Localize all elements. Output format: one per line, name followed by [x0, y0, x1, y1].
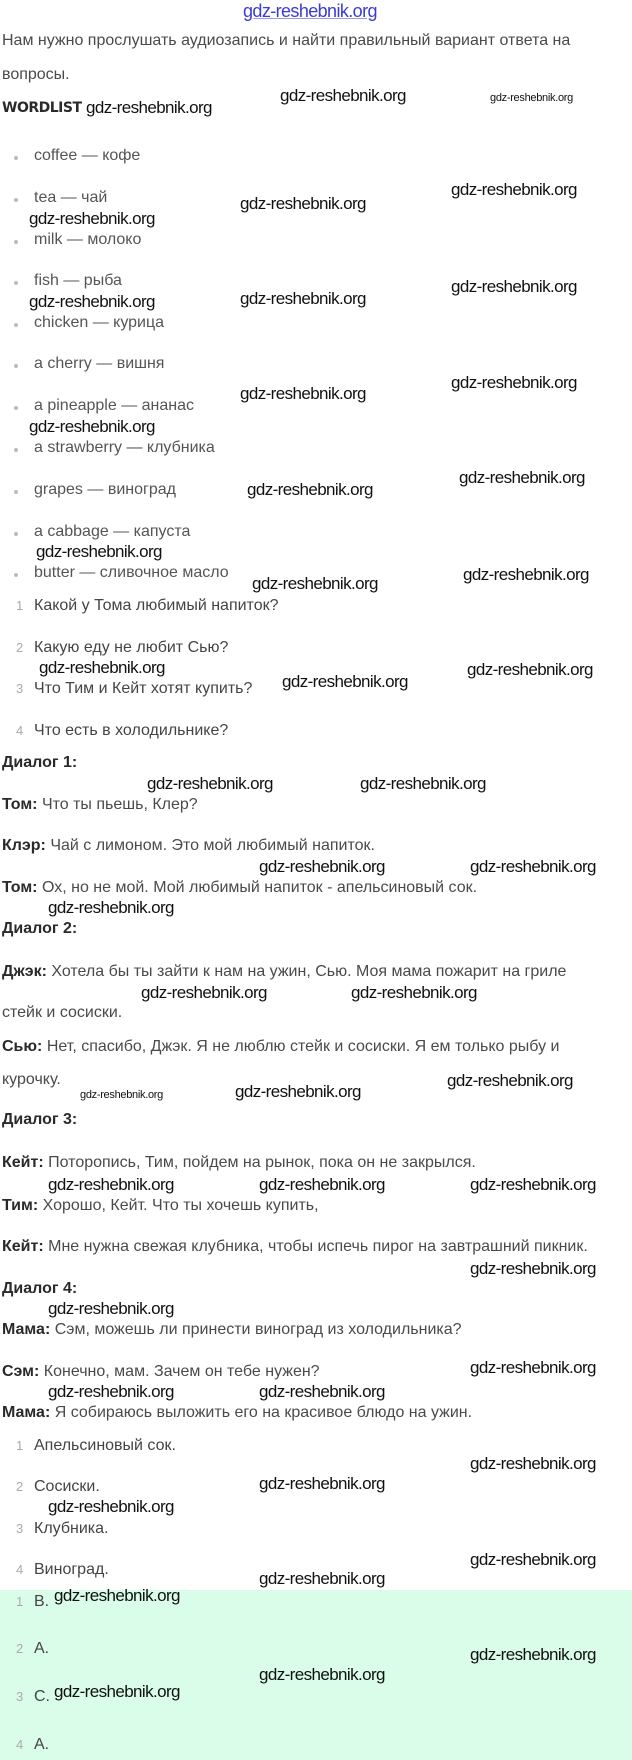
bullet-icon: [14, 364, 18, 368]
watermark: gdz-reshebnik.org: [240, 384, 366, 403]
watermark: gdz-reshebnik.org: [351, 983, 477, 1002]
watermark: gdz-reshebnik.org: [48, 1497, 174, 1516]
speaker: Сэм:: [2, 1363, 40, 1380]
key-answer: B.: [34, 1593, 50, 1610]
dialog-line: [2, 836, 375, 856]
intro-line-2: вопросы.: [2, 66, 70, 83]
bullet-icon: [14, 156, 18, 160]
key-answer: A.: [34, 1640, 50, 1657]
speaker: Джэк:: [2, 963, 47, 980]
watermark: gdz-reshebnik.org: [259, 1665, 385, 1684]
watermark: gdz-reshebnik.org: [282, 672, 408, 691]
dialog-title: Диалог 4:: [2, 1280, 78, 1297]
watermark: gdz-reshebnik.org: [490, 92, 573, 104]
dialog-line-cont: курочку.: [2, 1071, 61, 1088]
watermark: gdz-reshebnik.org: [240, 289, 366, 308]
watermark: gdz-reshebnik.org: [29, 292, 155, 311]
speech: Хотела бы ты зайти к нам на ужин, Сью. Моя мама пожарит на гриле: [46, 963, 567, 980]
bullet-icon: [14, 198, 18, 202]
speech: Чай с лимоном. Это мой любимый напиток.: [45, 837, 375, 854]
question: Какую еду не любит Сью?: [34, 639, 229, 656]
watermark: gdz-reshebnik.org: [259, 1474, 385, 1493]
watermark: gdz-reshebnik.org: [247, 480, 373, 499]
watermark: gdz-reshebnik.org: [259, 1382, 385, 1401]
watermark: gdz-reshebnik.org: [86, 98, 212, 117]
word-item: chicken — курица: [34, 314, 165, 331]
watermark: gdz-reshebnik.org: [48, 1175, 174, 1194]
answer-number: 1: [16, 1438, 24, 1453]
dialog-line: [2, 795, 198, 815]
bullet-icon: [14, 406, 18, 410]
speaker: Мама:: [2, 1321, 51, 1338]
dialog-line: [2, 1237, 588, 1257]
speaker: Том:: [2, 879, 38, 896]
answer: Сосиски.: [34, 1478, 100, 1495]
key-number: 3: [16, 1689, 24, 1704]
word-item: butter — сливочное масло: [34, 564, 229, 581]
watermark: gdz-reshebnik.org: [463, 565, 589, 584]
speech: Я собираюсь выложить его на красивое блюдо на ужин.: [50, 1404, 473, 1421]
question-number: 4: [16, 723, 24, 738]
speaker: Кейт:: [2, 1154, 44, 1171]
watermark: gdz-reshebnik.org: [240, 194, 366, 213]
key-answer: C.: [34, 1688, 50, 1705]
key-number: 1: [16, 1594, 24, 1609]
bullet-icon: [14, 448, 18, 452]
speaker: Мама:: [2, 1404, 51, 1421]
watermark: gdz-reshebnik.org: [451, 180, 577, 199]
question-number: 3: [16, 681, 24, 696]
word-item: coffee — кофе: [34, 147, 141, 164]
speaker: Тим:: [2, 1197, 39, 1214]
watermark: gdz-reshebnik.org: [470, 857, 596, 876]
question: Что есть в холодильнике?: [34, 722, 229, 739]
watermark: gdz-reshebnik.org: [54, 1586, 180, 1605]
watermark: gdz-reshebnik.org: [48, 1382, 174, 1401]
speech: Сэм, можешь ли принести виноград из холодильника?: [50, 1321, 462, 1338]
word-item: milk — молоко: [34, 231, 142, 248]
word-item: a cherry — вишня: [34, 355, 165, 372]
watermark: gdz-reshebnik.org: [252, 574, 378, 593]
speech: Ох, но не мой. Мой любимый напиток - апельсиновый сок.: [37, 879, 478, 896]
dialog-line: [2, 878, 477, 898]
word-item: a strawberry — клубника: [34, 439, 215, 456]
dialog-line: [2, 1320, 462, 1340]
speech: Мне нужна свежая клубника, чтобы испечь пирог на завтрашний пикник.: [43, 1238, 588, 1255]
word-item: tea — чай: [34, 189, 108, 206]
answer: Виноград.: [34, 1561, 109, 1578]
key-number: 4: [16, 1737, 24, 1752]
watermark: gdz-reshebnik.org: [235, 1082, 361, 1101]
watermark: gdz-reshebnik.org: [48, 898, 174, 917]
dialog-line: [2, 1362, 320, 1382]
bullet-icon: [14, 240, 18, 244]
watermark: gdz-reshebnik.org: [147, 774, 273, 793]
bullet-icon: [14, 532, 18, 536]
answer-number: 4: [16, 1562, 24, 1577]
speaker: Клэр:: [2, 837, 46, 854]
answer: Клубника.: [34, 1520, 109, 1537]
watermark: gdz-reshebnik.org: [243, 1, 377, 21]
watermark: gdz-reshebnik.org: [29, 209, 155, 228]
watermark: gdz-reshebnik.org: [360, 774, 486, 793]
key-number: 2: [16, 1641, 24, 1656]
dialog-title: Диалог 3:: [2, 1111, 78, 1128]
watermark: gdz-reshebnik.org: [451, 373, 577, 392]
word-item: grapes — виноград: [34, 481, 176, 498]
dialog-line: [2, 1403, 472, 1423]
bullet-icon: [14, 281, 18, 285]
watermark: gdz-reshebnik.org: [259, 1175, 385, 1194]
watermark: gdz-reshebnik.org: [36, 542, 162, 561]
intro-line-1: Нам нужно прослушать аудиозапись и найти правильный вариант ответа на: [2, 32, 571, 49]
watermark: gdz-reshebnik.org: [29, 417, 155, 436]
speech: Поторопись, Тим, пойдем на рынок, пока он не закрылся.: [43, 1154, 476, 1171]
watermark: gdz-reshebnik.org: [141, 983, 267, 1002]
word-item: fish — рыба: [34, 272, 122, 289]
question: Какой у Тома любимый напиток?: [34, 597, 279, 614]
answer-number: 2: [16, 1479, 24, 1494]
watermark: gdz-reshebnik.org: [470, 1175, 596, 1194]
speech: Хорошо, Кейт. Что ты хочешь купить,: [38, 1197, 319, 1214]
speaker: Сью:: [2, 1038, 43, 1055]
question-number: 1: [16, 598, 24, 613]
speech: Нет, спасибо, Джэк. Я не люблю стейк и сосиски. Я ем только рыбу и: [42, 1038, 560, 1055]
watermark: gdz-reshebnik.org: [451, 277, 577, 296]
key-answer: A.: [34, 1736, 50, 1753]
watermark: gdz-reshebnik.org: [48, 1299, 174, 1318]
wordlist-title: WORDLIST: [2, 100, 82, 116]
speaker: Кейт:: [2, 1238, 44, 1255]
dialog-line: [2, 1196, 319, 1216]
watermark: gdz-reshebnik.org: [459, 468, 585, 487]
watermark: gdz-reshebnik.org: [467, 660, 593, 679]
question: Что Тим и Кейт хотят купить?: [34, 680, 253, 697]
watermark: gdz-reshebnik.org: [470, 1645, 596, 1664]
dialog-title: Диалог 1:: [2, 754, 78, 771]
question-number: 2: [16, 640, 24, 655]
dialog-line: [2, 1153, 476, 1173]
watermark: gdz-reshebnik.org: [447, 1071, 573, 1090]
watermark: gdz-reshebnik.org: [470, 1454, 596, 1473]
watermark: gdz-reshebnik.org: [280, 86, 406, 105]
answer: Апельсиновый сок.: [34, 1437, 176, 1454]
dialog-line: [2, 962, 566, 982]
answer-number: 3: [16, 1521, 24, 1536]
bullet-icon: [14, 573, 18, 577]
bullet-icon: [14, 490, 18, 494]
dialog-line: [2, 1037, 559, 1057]
bullet-icon: [14, 323, 18, 327]
watermark: gdz-reshebnik.org: [470, 1550, 596, 1569]
watermark: gdz-reshebnik.org: [470, 1259, 596, 1278]
watermark: gdz-reshebnik.org: [80, 1089, 163, 1101]
speech: Конечно, мам. Зачем он тебе нужен?: [39, 1363, 320, 1380]
watermark: gdz-reshebnik.org: [259, 857, 385, 876]
speech: Что ты пьешь, Клер?: [37, 796, 198, 813]
watermark: gdz-reshebnik.org: [39, 658, 165, 677]
speaker: Том:: [2, 796, 38, 813]
word-item: a cabbage — капуста: [34, 523, 191, 540]
watermark: gdz-reshebnik.org: [54, 1682, 180, 1701]
dialog-title: Диалог 2:: [2, 920, 78, 937]
watermark: gdz-reshebnik.org: [259, 1569, 385, 1588]
dialog-line-cont: стейк и сосиски.: [2, 1004, 123, 1021]
watermark: gdz-reshebnik.org: [470, 1358, 596, 1377]
word-item: a pineapple — ананас: [34, 397, 194, 414]
